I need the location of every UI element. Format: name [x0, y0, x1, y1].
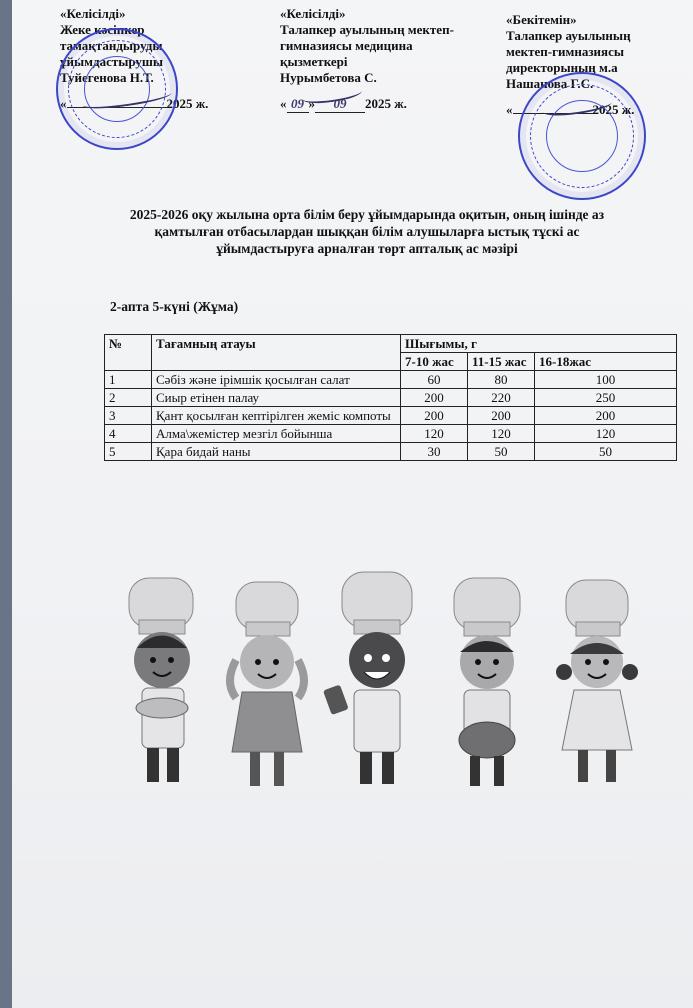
header-name: Тағамның атауы — [152, 335, 401, 371]
title-line: ұйымдастыруға арналған төрт апталық ас мәзірі — [216, 241, 518, 256]
header-age: 11-15 жас — [468, 353, 535, 371]
date-day: 09 — [287, 96, 309, 113]
approval-heading: «Бекітемін» — [506, 12, 577, 27]
title-line: 2025-2026 оқу жылына орта білім беру ұйымдарында оқитын, оның ішінде аз — [129, 207, 605, 222]
date-suffix: 2025 ж. — [166, 96, 209, 111]
row-name: Сәбіз және ірімшік қосылған салат — [152, 371, 401, 389]
header-age: 16-18жас — [535, 353, 677, 371]
row-value: 200 — [468, 407, 535, 425]
row-value: 120 — [468, 425, 535, 443]
row-value: 80 — [468, 371, 535, 389]
approval-line: тамақтандыруды — [60, 38, 163, 53]
row-name: Алма\жемістер мезгіл бойынша — [152, 425, 401, 443]
approval-line: директорының м.а — [506, 60, 618, 75]
date-prefix: « — [60, 96, 67, 111]
approval-line: гимназиясы медицина — [280, 38, 413, 53]
row-name: Қант қосылған кептірілген жеміс компоты — [152, 407, 401, 425]
document-page — [12, 0, 693, 1008]
row-num: 1 — [105, 371, 152, 389]
week-day-label: 2-апта 5-күні (Жұма) — [110, 299, 239, 314]
row-num: 4 — [105, 425, 152, 443]
row-num: 3 — [105, 407, 152, 425]
row-value: 30 — [401, 443, 468, 461]
header-output: Шығымы, г — [401, 335, 677, 353]
row-num: 2 — [105, 389, 152, 407]
seal-stamp-2 — [518, 72, 646, 200]
row-value: 50 — [468, 443, 535, 461]
approval-heading: «Келісілді» — [60, 6, 126, 21]
table-row — [105, 389, 677, 407]
approval-line: Талапкер ауылының — [506, 28, 631, 43]
date-prefix: « — [280, 96, 287, 111]
approval-line: Туйегенова Н.Т. — [60, 70, 154, 85]
row-name: Қара бидай наны — [152, 443, 401, 461]
approval-line: Нашанова Г.С. — [506, 76, 594, 91]
table-header-row — [105, 335, 677, 353]
row-value: 220 — [468, 389, 535, 407]
row-value: 50 — [535, 443, 677, 461]
row-value: 200 — [401, 407, 468, 425]
approval-line: қызметкері — [280, 54, 348, 69]
chef-figure-5 — [556, 580, 638, 782]
approval-line: ұйымдастырушы — [60, 54, 164, 69]
approval-line: Талапкер ауылының мектеп- — [280, 22, 454, 37]
row-value: 250 — [535, 389, 677, 407]
row-value: 200 — [535, 407, 677, 425]
approval-date: « 09 » 09 2025 ж. — [280, 96, 407, 111]
date-suffix: 2025 ж. — [592, 102, 635, 117]
chef-figure-3 — [323, 572, 412, 784]
chefs-illustration — [107, 568, 667, 808]
row-value: 200 — [401, 389, 468, 407]
title-line: қамтылған отбасылардан шыққан білім алушыларға ыстық тұскі ас — [154, 224, 580, 239]
row-value: 60 — [401, 371, 468, 389]
chef-figure-1 — [129, 578, 193, 782]
document-title — [72, 206, 662, 257]
date-prefix: « — [506, 102, 513, 117]
row-value: 100 — [535, 371, 677, 389]
header-num: № — [105, 335, 152, 371]
chef-figure-4 — [454, 578, 520, 786]
row-value: 120 — [535, 425, 677, 443]
table-row — [105, 407, 677, 425]
table-row — [105, 371, 677, 389]
header-age: 7-10 жас — [401, 353, 468, 371]
approval-line: Нурымбетова С. — [280, 70, 377, 85]
row-value: 120 — [401, 425, 468, 443]
menu-table — [104, 334, 677, 461]
approval-line: Жеке кәсіпкер — [60, 22, 145, 37]
row-name: Сиыр етінен палау — [152, 389, 401, 407]
approval-line: мектеп-гимназиясы — [506, 44, 624, 59]
approval-heading: «Келісілді» — [280, 6, 346, 21]
date-month: 09 — [315, 96, 365, 113]
row-num: 5 — [105, 443, 152, 461]
date-suffix: 2025 ж. — [365, 96, 407, 111]
table-row — [105, 425, 677, 443]
chef-figure-2 — [230, 582, 304, 786]
table-row — [105, 443, 677, 461]
